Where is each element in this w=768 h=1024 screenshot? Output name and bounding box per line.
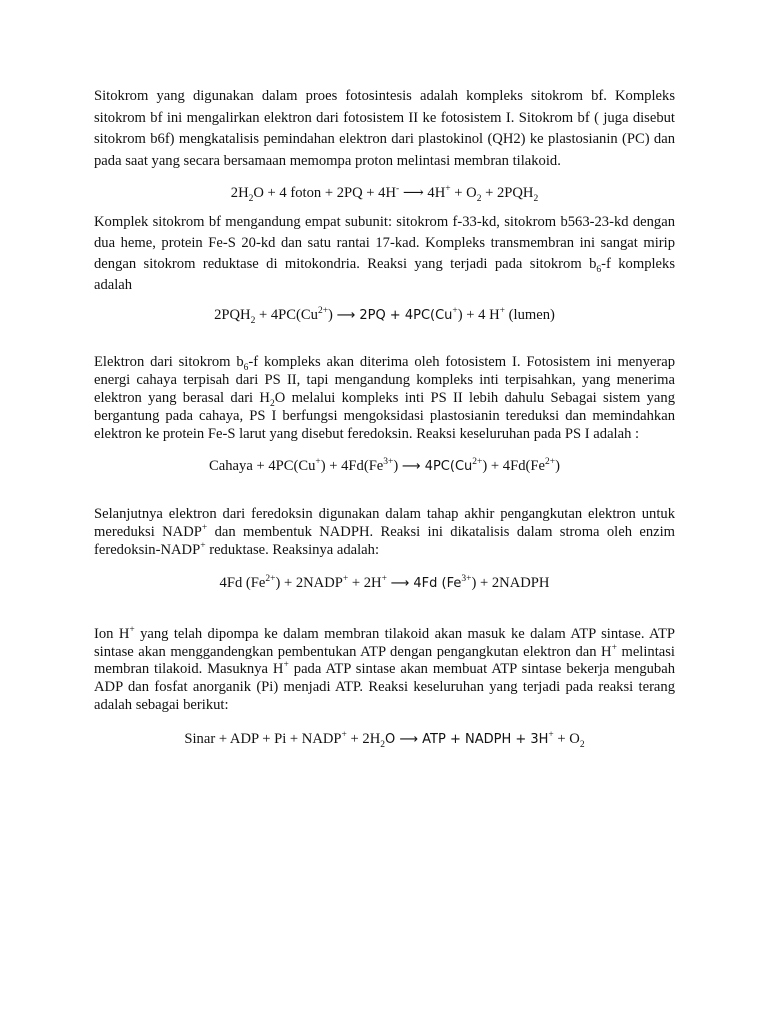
text-run: Selanjutnya elektron dari feredoksin digunakan dalam tahap akhir pengangkutan elektron untuk mereduksi NADP [94, 506, 675, 541]
text-run: + [381, 573, 387, 584]
text-run: Ion H [94, 625, 130, 642]
text-run: 6 [596, 265, 602, 276]
text-run: 3+ [383, 457, 394, 468]
text-run: O melalui kompleks inti PS II lebih dahulu Sebagai sistem yang bergantung pada cahaya, PS I berfungsi mengoksidasi plastosianin tereduksi dan memindahkan elektron ke protein Fe-S larut yang disebut feredoksin. Reaksi keseluruhan pada PS I adalah : [94, 389, 676, 442]
text-run: ) [555, 458, 560, 475]
text-run: + [342, 573, 349, 584]
text-run: + [315, 457, 321, 468]
text-run: O ⟶ ATP + NADPH + 3H [385, 731, 549, 747]
paragraph-komplek-subunit [94, 212, 675, 296]
text-run: -f kompleks adalah [94, 256, 675, 294]
paragraph-feredoksin [94, 506, 675, 559]
text-run: O + 4 foton + 2PQ + 4H [253, 185, 397, 202]
text-run: 4Fd (Fe [219, 574, 266, 591]
text-run: ⟶ 4H [399, 185, 446, 202]
equation-nadph-formation [94, 575, 675, 592]
text-run: dan membentuk NADPH. Reaksi ini dikatalisis dalam stroma oleh enzim feredoksin-NADP [94, 524, 675, 558]
text-run: + 2H [348, 574, 382, 591]
text-run: ⟶ 4PC(Cu [401, 459, 473, 475]
equation-light-reaction-overall [94, 731, 675, 748]
equation-water-splitting [94, 184, 675, 205]
text-run: 2 [476, 194, 482, 205]
text-run: Elektron dari sitokrom b [94, 354, 244, 371]
text-run: pada ATP sintase akan membuat ATP sintase bekerja mengubah ADP dan fosfat anorganik (Pi) menjadi ATP. Reaksi keseluruhan yang terjadi pada reaksi terang adalah sebagai berikut: [94, 661, 675, 713]
text-run: ⟶ 2PQ + 4PC(Cu [336, 308, 453, 324]
text-run: Sinar + ADP + Pi + NADP [184, 730, 342, 747]
text-run: ) [328, 307, 337, 324]
text-run: + [499, 306, 506, 317]
text-run: ) + 4 H [457, 307, 500, 324]
text-run: + [283, 660, 289, 671]
text-run: + [341, 729, 347, 740]
text-run: + [452, 306, 458, 317]
text-run: 2H [230, 185, 249, 202]
text-run: - [396, 184, 400, 195]
text-run: + 4PC(Cu [255, 307, 318, 324]
text-run: ) + 2NADP [275, 574, 343, 591]
text-run: + [200, 541, 206, 552]
text-run: ) [393, 458, 402, 475]
text-run: melintasi membran tilakoid. Masuknya H [94, 643, 675, 678]
text-run: + O [553, 730, 580, 747]
text-run: 2+ [544, 457, 556, 468]
text-run: ) + 2NADPH [471, 574, 550, 591]
text-run: -f kompleks akan diterima oleh fotosistem I. Fotosistem ini menyerap energi cahaya terpisah dari PS II, tapi mengandung kompleks inti terpisahkan, yang menerima elektron yang berasal dari H [94, 354, 675, 406]
text-run: 2 [533, 194, 539, 205]
text-run: Sitokrom yang digunakan dalam proes fotosintesis adalah kompleks sitokrom bf. Kompleks sitokrom bf ini mengalirkan elektron dari fotosistem II ke fotosistem I. Sitokrom bf ( juga disebut sitokrom b6f) mengkatalisis pemindahan elektron dari plastokinol (QH2) ke plastosianin (PC) dan pada saat yang secara bersamaan memompa proton melintasi membran tilakoid. [94, 88, 675, 169]
text-run: 2 [248, 194, 254, 205]
paragraph-fotosistem-i [94, 354, 675, 443]
text-run: 2 [579, 739, 585, 750]
text-run: ) + 4Fd(Fe [320, 458, 384, 475]
text-run: ) + 4Fd(Fe [482, 458, 545, 475]
text-run: 2 [380, 739, 386, 750]
text-run: (lumen) [505, 307, 555, 324]
text-run: 2 [250, 316, 256, 327]
text-run: + 2H [346, 730, 381, 747]
text-run: 6 [243, 363, 249, 374]
text-run: yang telah dipompa ke dalam membran tilakoid akan masuk ke dalam ATP sintase. ATP sintase akan menggandengkan pembentukan ATP dengan pengangkutan elektron dan H [94, 625, 675, 660]
text-run: 3+ [461, 573, 472, 584]
text-run: Cahaya + 4PC(Cu [209, 458, 316, 475]
equation-pqh2-oxidation [94, 306, 675, 327]
text-run: 2PQH [214, 307, 251, 324]
text-run: + 2PQH [481, 185, 534, 202]
text-run: + [611, 642, 617, 653]
text-run: Komplek sitokrom bf mengandung empat subunit: sitokrom f-33-kd, sitokrom b563-23-kd dengan dua heme, protein Fe-S 20-kd dan satu rantai 17-kad. Kompleks transmembran ini sangat mirip dengan sitokrom reduktase di mitokondria. Reaksi yang terjadi pada sitokrom b [94, 214, 675, 273]
text-run: 2+ [472, 457, 483, 468]
paragraph-atp-sintase [94, 626, 675, 715]
text-run: 2 [269, 398, 275, 409]
text-run: ⟶ 4Fd (Fe [390, 575, 462, 591]
document-page [94, 86, 675, 748]
paragraph-sitokrom-intro [94, 86, 675, 172]
text-run: + [201, 523, 208, 534]
equation-ps-i-overall [94, 458, 675, 475]
text-run: + [548, 729, 554, 740]
text-run: 2+ [265, 573, 276, 584]
text-run: + [129, 624, 135, 635]
text-run: 2+ [317, 306, 329, 317]
text-run: + O [450, 185, 477, 202]
text-run: reduktase. Reaksinya adalah: [205, 541, 379, 558]
text-run: + [445, 184, 451, 195]
